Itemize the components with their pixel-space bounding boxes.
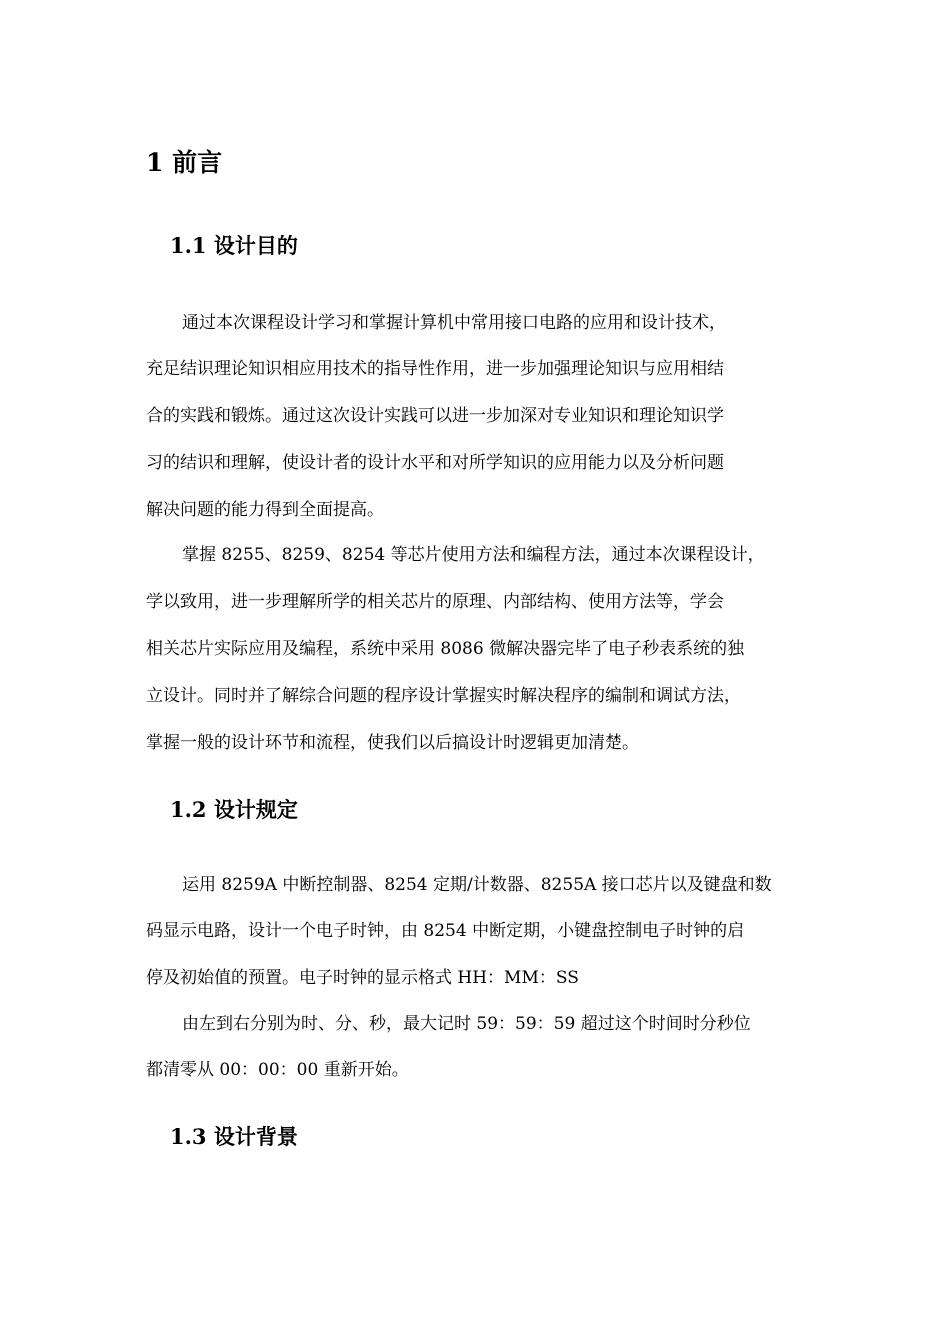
paragraph-line: 习的结识和理解，使设计者的设计水平和对所学知识的应用能力以及分析问题 xyxy=(146,453,724,473)
paragraph-line: 掌握一般的设计环节和流程，使我们以后搞设计时逻辑更加清楚。 xyxy=(146,733,639,753)
paragraph-line: 运用 8259A 中断控制器、8254 定期/计数器、8255A 接口芯片以及键盘和数 xyxy=(182,875,772,895)
section-title-1-1: 1.1 设计目的 xyxy=(170,233,298,258)
section-title-1-3: 1.3 设计背景 xyxy=(170,1124,298,1149)
paragraph-line: 相关芯片实际应用及编程，系统中采用 8086 微解决器完毕了电子秒表系统的独 xyxy=(146,639,745,659)
paragraph-line: 码显示电路，设计一个电子时钟，由 8254 中断定期，小键盘控制电子时钟的启 xyxy=(146,921,745,941)
paragraph-line: 学以致用，进一步理解所学的相关芯片的原理、内部结构、使用方法等，学会 xyxy=(146,592,724,612)
section-title-1-2: 1.2 设计规定 xyxy=(170,797,298,822)
paragraph-line: 停及初始值的预置。电子时钟的显示格式 HH：MM：SS xyxy=(146,968,579,988)
paragraph-line: 解决问题的能力得到全面提高。 xyxy=(146,500,384,520)
paragraph-line: 掌握 8255、8259、8254 等芯片使用方法和编程方法，通过本次课程设计， xyxy=(182,545,765,565)
paragraph-line: 充足结识理论知识相应用技术的指导性作用，进一步加强理论知识与应用相结 xyxy=(146,359,724,379)
chapter-title: 1 前言 xyxy=(146,148,223,177)
paragraph-line: 合的实践和锻炼。通过这次设计实践可以进一步加深对专业知识和理论知识学 xyxy=(146,406,724,426)
paragraph-line: 通过本次课程设计学习和掌握计算机中常用接口电路的应用和设计技术， xyxy=(182,313,726,333)
paragraph-line: 由左到右分别为时、分、秒，最大记时 59：59：59 超过这个时间时分秒位 xyxy=(182,1014,751,1034)
paragraph-line: 立设计。同时并了解综合问题的程序设计掌握实时解决程序的编制和调试方法， xyxy=(146,686,741,706)
paragraph-line: 都清零从 00：00：00 重新开始。 xyxy=(146,1060,409,1080)
